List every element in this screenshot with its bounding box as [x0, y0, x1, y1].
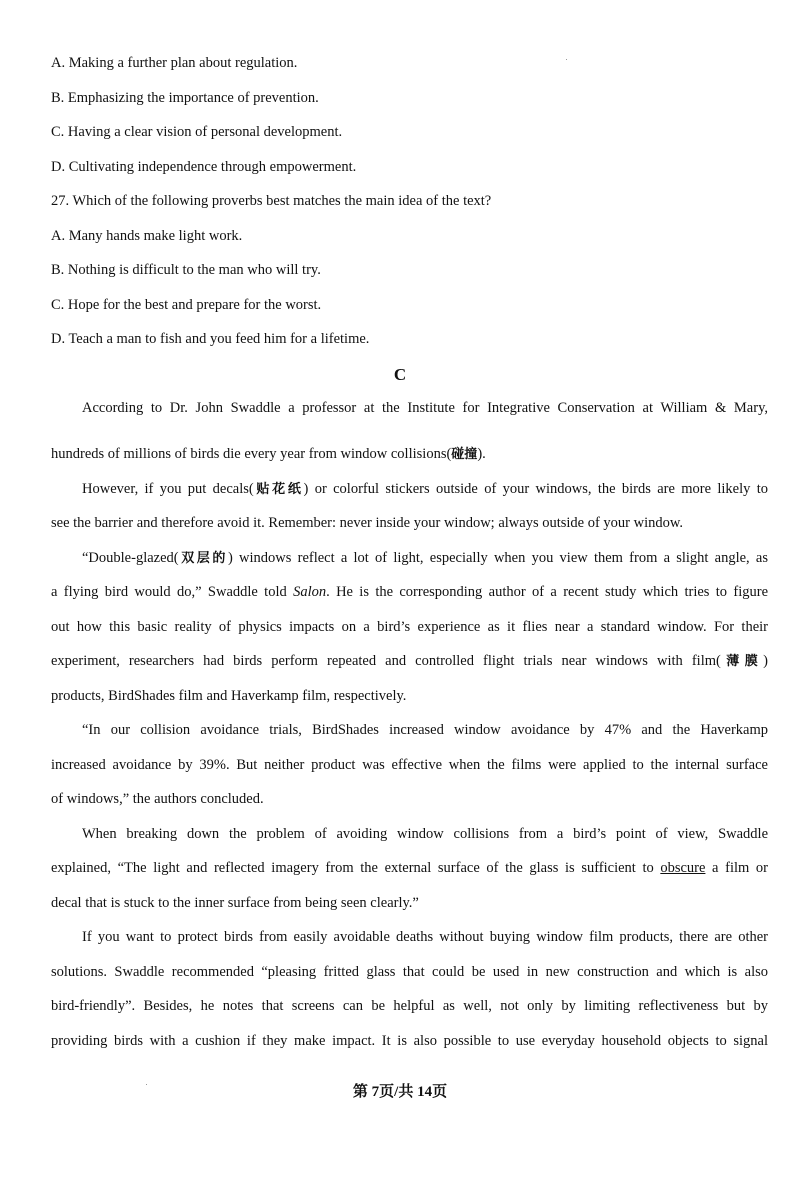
- option-d: D. Teach a man to fish and you feed him for a lifetime.: [51, 331, 370, 347]
- paragraph-line: However, if you put decals(贴花纸) or colorful stickers outside of your windows, the birds are more likely to: [82, 481, 768, 497]
- paragraph-line: see the barrier and therefore avoid it. Remember: never inside your window; always outside of your window.: [51, 515, 684, 531]
- gloss: 贴花纸: [253, 482, 304, 497]
- paragraph-line: experiment, researchers had birds perform repeated and controlled flight trials near windows with film(薄膜): [51, 653, 768, 669]
- underlined-word: obscure: [660, 860, 706, 876]
- paragraph-line: out how this basic reality of physics impacts on a bird’s experience as it flies near a standard window. For their: [51, 619, 768, 635]
- paragraph-line: According to Dr. John Swaddle a professor at the Institute for Integrative Conservation at William & Mary,: [82, 400, 768, 416]
- paragraph-line: of windows,” the authors concluded.: [51, 791, 264, 807]
- page-footer: 第 7页/共 14页: [352, 1084, 448, 1100]
- paragraph-line: products, BirdShades film and Haverkamp film, respectively.: [51, 688, 407, 704]
- paragraph-line: If you want to protect birds from easily avoidable deaths without buying window film products, there are other: [82, 929, 768, 945]
- question-stem: 27. Which of the following proverbs best matches the main idea of the text?: [51, 193, 492, 209]
- option-c: C. Having a clear vision of personal development.: [51, 124, 343, 140]
- option-d: D. Cultivating independence through empowerment.: [51, 159, 357, 175]
- paragraph-line: hundreds of millions of birds die every year from window collisions(碰撞).: [51, 446, 486, 462]
- option-a: A. Making a further plan about regulation.: [51, 55, 298, 71]
- paragraph-line: a flying bird would do,” Swaddle told Salon. He is the corresponding author of a recent study which tries to figure: [51, 584, 769, 600]
- paragraph-line: solutions. Swaddle recommended “pleasing fritted glass that could be used in new construction and which is also: [51, 964, 768, 980]
- paragraph-line: “In our collision avoidance trials, BirdShades increased window avoidance by 47% and the Haverkamp: [82, 722, 768, 738]
- gloss: 薄膜: [720, 654, 764, 669]
- paragraph-line: providing birds with a cushion if they make impact. It is also possible to use everyday household objects to signal: [51, 1033, 768, 1049]
- scan-speck: [566, 59, 567, 60]
- option-c: C. Hope for the best and prepare for the worst.: [51, 297, 322, 313]
- section-heading: C: [393, 365, 407, 384]
- paragraph-line: increased avoidance by 39%. But neither product was effective when the films were applied to the internal surface: [51, 757, 768, 773]
- option-a: A. Many hands make light work.: [51, 228, 243, 244]
- option-b: B. Nothing is difficult to the man who will try.: [51, 262, 321, 278]
- gloss: 碰撞: [451, 447, 478, 462]
- paragraph-line: “Double-glazed(双层的) windows reflect a lot of light, especially when you view them from a slight angle, as: [82, 550, 768, 566]
- paragraph-line: bird-friendly”. Besides, he notes that screens can be helpful as well, not only by limiting reflectiveness but by: [51, 998, 768, 1014]
- paragraph-line: When breaking down the problem of avoiding window collisions from a bird’s point of view, Swaddle: [82, 826, 768, 842]
- paragraph-line: decal that is stuck to the inner surface from being seen clearly.”: [51, 895, 419, 911]
- gloss: 双层的: [178, 551, 228, 566]
- option-b: B. Emphasizing the importance of prevention.: [51, 90, 319, 106]
- publication-name: Salon: [293, 584, 327, 600]
- paragraph-line: explained, “The light and reflected imagery from the external surface of the glass is sufficient to obscure a film or: [51, 860, 768, 876]
